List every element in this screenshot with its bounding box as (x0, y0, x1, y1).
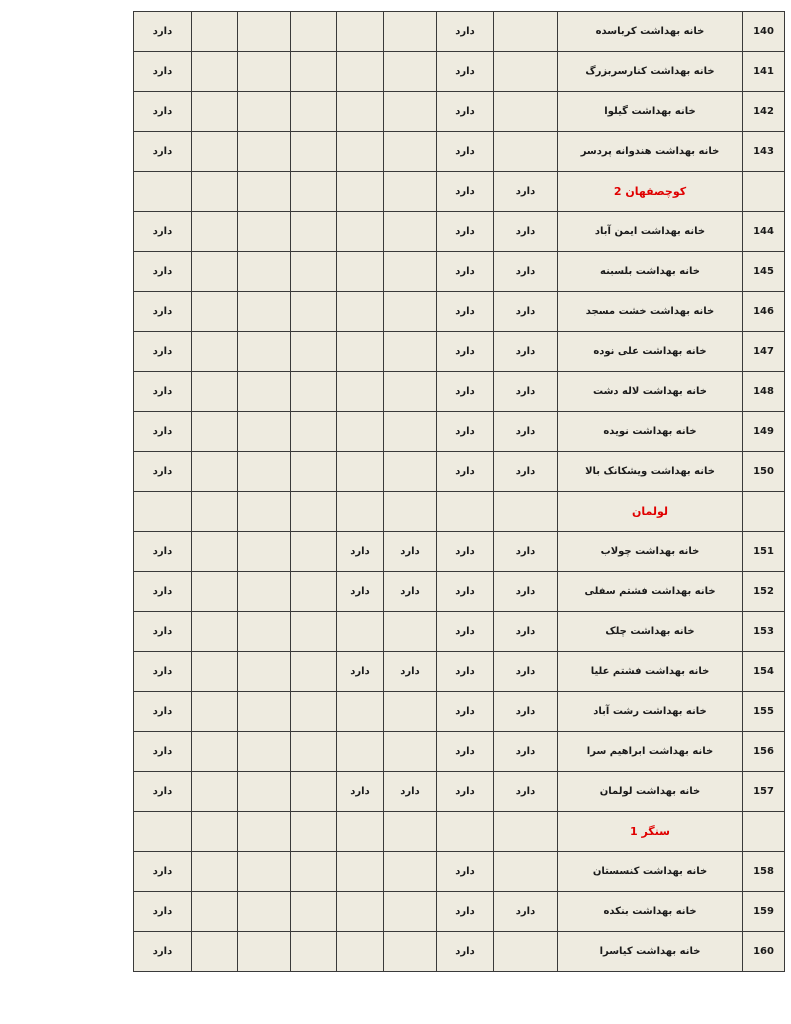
status-cell (291, 292, 337, 332)
table-row (134, 212, 785, 252)
row-number: 152 (743, 572, 785, 612)
facility-name: خانه بهداشت هندوانه پردسر (558, 132, 743, 172)
status-cell: دارد (437, 132, 494, 172)
status-cell (384, 852, 437, 892)
row-number: 150 (743, 452, 785, 492)
table-row (134, 412, 785, 452)
status-cell: دارد (437, 772, 494, 812)
status-cell: دارد (134, 332, 192, 372)
status-cell (192, 52, 238, 92)
status-cell (192, 692, 238, 732)
status-cell (337, 932, 384, 972)
table-row (134, 572, 785, 612)
row-number: 144 (743, 212, 785, 252)
group-name: سنگر 1 (558, 812, 743, 852)
status-cell (384, 132, 437, 172)
facility-name: خانه بهداشت چولاب (558, 532, 743, 572)
status-cell (494, 932, 558, 972)
table-row (134, 12, 785, 52)
facility-name: خانه بهداشت ویشکانک بالا (558, 452, 743, 492)
row-number: 143 (743, 132, 785, 172)
row-number: 145 (743, 252, 785, 292)
status-cell (238, 132, 291, 172)
status-cell: دارد (134, 572, 192, 612)
status-cell (384, 492, 437, 532)
status-cell (291, 532, 337, 572)
status-cell: دارد (337, 572, 384, 612)
status-cell (291, 692, 337, 732)
facility-name: خانه بهداشت رشت آباد (558, 692, 743, 732)
facility-name: خانه بهداشت ابراهیم سرا (558, 732, 743, 772)
table-row (134, 892, 785, 932)
status-cell (192, 932, 238, 972)
status-cell (291, 52, 337, 92)
row-number: 156 (743, 732, 785, 772)
status-cell (192, 212, 238, 252)
status-cell: دارد (134, 412, 192, 452)
status-cell: دارد (494, 292, 558, 332)
status-cell: دارد (494, 772, 558, 812)
health-house-table (133, 11, 785, 972)
status-cell (384, 892, 437, 932)
status-cell: دارد (134, 692, 192, 732)
status-cell: دارد (494, 452, 558, 492)
status-cell (291, 812, 337, 852)
row-number: 153 (743, 612, 785, 652)
status-cell (238, 612, 291, 652)
facility-name: خانه بهداشت ایمن آباد (558, 212, 743, 252)
status-cell: دارد (134, 292, 192, 332)
status-cell (238, 332, 291, 372)
status-cell (291, 492, 337, 532)
row-number: 157 (743, 772, 785, 812)
table-row (134, 772, 785, 812)
facility-name: خانه بهداشت فشتم سفلی (558, 572, 743, 612)
status-cell: دارد (134, 252, 192, 292)
facility-name: خانه بهداشت لولمان (558, 772, 743, 812)
status-cell (337, 332, 384, 372)
status-cell (192, 452, 238, 492)
status-cell: دارد (384, 532, 437, 572)
status-cell (291, 132, 337, 172)
row-number (743, 172, 785, 212)
status-cell: دارد (134, 92, 192, 132)
status-cell: دارد (494, 532, 558, 572)
row-number: 151 (743, 532, 785, 572)
table-row (134, 252, 785, 292)
row-number: 154 (743, 652, 785, 692)
status-cell: دارد (437, 52, 494, 92)
status-cell (384, 172, 437, 212)
status-cell: دارد (384, 652, 437, 692)
status-cell: دارد (134, 132, 192, 172)
status-cell (192, 852, 238, 892)
status-cell (337, 92, 384, 132)
status-cell (238, 532, 291, 572)
status-cell (437, 492, 494, 532)
status-cell: دارد (337, 652, 384, 692)
status-cell (291, 372, 337, 412)
facility-name: خانه بهداشت چلک (558, 612, 743, 652)
table-row (134, 852, 785, 892)
status-cell: دارد (494, 212, 558, 252)
facility-name: خانه بهداشت گیلوا (558, 92, 743, 132)
facility-name: خانه بهداشت کنارسربزرگ (558, 52, 743, 92)
status-cell: دارد (437, 452, 494, 492)
status-cell (192, 612, 238, 652)
status-cell: دارد (494, 892, 558, 932)
status-cell (494, 812, 558, 852)
row-number: 146 (743, 292, 785, 332)
facility-name: خانه بهداشت نویده (558, 412, 743, 452)
status-cell: دارد (494, 412, 558, 452)
status-cell: دارد (437, 612, 494, 652)
status-cell: دارد (494, 612, 558, 652)
status-cell (337, 132, 384, 172)
status-cell (238, 92, 291, 132)
status-cell: دارد (437, 892, 494, 932)
status-cell (337, 372, 384, 412)
status-cell (238, 372, 291, 412)
table-row (134, 732, 785, 772)
status-cell (238, 12, 291, 52)
facility-name: خانه بهداشت بنکده (558, 892, 743, 932)
status-cell (291, 92, 337, 132)
status-cell (238, 412, 291, 452)
status-cell (384, 52, 437, 92)
status-cell (337, 612, 384, 652)
status-cell (384, 452, 437, 492)
status-cell: دارد (134, 732, 192, 772)
status-cell (192, 12, 238, 52)
status-cell (238, 572, 291, 612)
group-header-row (134, 172, 785, 212)
status-cell (337, 692, 384, 732)
status-cell (192, 812, 238, 852)
facility-name: خانه بهداشت خشت مسجد (558, 292, 743, 332)
status-cell (337, 732, 384, 772)
status-cell (291, 572, 337, 612)
row-number: 148 (743, 372, 785, 412)
status-cell (134, 492, 192, 532)
facility-name: خانه بهداشت علی نوده (558, 332, 743, 372)
group-header-row (134, 812, 785, 852)
status-cell (384, 212, 437, 252)
status-cell: دارد (337, 772, 384, 812)
status-cell (291, 732, 337, 772)
table-row (134, 612, 785, 652)
status-cell: دارد (494, 652, 558, 692)
status-cell: دارد (437, 412, 494, 452)
row-number: 159 (743, 892, 785, 932)
status-cell (238, 772, 291, 812)
facility-name: خانه بهداشت کرباسده (558, 12, 743, 52)
status-cell (337, 172, 384, 212)
status-cell (494, 492, 558, 532)
status-cell (384, 252, 437, 292)
status-cell: دارد (437, 92, 494, 132)
row-number: 158 (743, 852, 785, 892)
status-cell (384, 612, 437, 652)
status-cell (192, 772, 238, 812)
status-cell: دارد (494, 372, 558, 412)
facility-name: خانه بهداشت لاله دشت (558, 372, 743, 412)
status-cell: دارد (437, 292, 494, 332)
status-cell: دارد (134, 652, 192, 692)
status-cell (337, 492, 384, 532)
status-cell (192, 172, 238, 212)
status-cell (337, 252, 384, 292)
status-cell (192, 412, 238, 452)
status-cell: دارد (437, 252, 494, 292)
group-name: لولمان (558, 492, 743, 532)
status-cell: دارد (134, 372, 192, 412)
status-cell (384, 92, 437, 132)
status-cell (238, 172, 291, 212)
group-name: کوچصفهان 2 (558, 172, 743, 212)
status-cell: دارد (437, 172, 494, 212)
table-row (134, 292, 785, 332)
status-cell (384, 812, 437, 852)
table-row (134, 692, 785, 732)
status-cell: دارد (437, 732, 494, 772)
row-number: 147 (743, 332, 785, 372)
status-cell: دارد (337, 532, 384, 572)
status-cell (337, 52, 384, 92)
status-cell (291, 252, 337, 292)
status-cell (238, 212, 291, 252)
status-cell (192, 292, 238, 332)
status-cell (238, 812, 291, 852)
status-cell (291, 332, 337, 372)
status-cell (291, 772, 337, 812)
status-cell (238, 452, 291, 492)
status-cell (192, 532, 238, 572)
status-cell (238, 252, 291, 292)
status-cell: دارد (437, 212, 494, 252)
table-body (134, 12, 785, 972)
table-row (134, 652, 785, 692)
status-cell (384, 732, 437, 772)
status-cell (337, 852, 384, 892)
status-cell: دارد (494, 692, 558, 732)
status-cell (337, 212, 384, 252)
status-cell: دارد (134, 932, 192, 972)
status-cell (238, 292, 291, 332)
status-cell: دارد (494, 572, 558, 612)
status-cell (192, 572, 238, 612)
status-cell (384, 332, 437, 372)
status-cell (238, 692, 291, 732)
status-cell (337, 12, 384, 52)
facility-name: خانه بهداشت کنسستان (558, 852, 743, 892)
status-cell (192, 252, 238, 292)
row-number: 140 (743, 12, 785, 52)
status-cell (384, 292, 437, 332)
status-cell (494, 12, 558, 52)
status-cell: دارد (134, 612, 192, 652)
status-cell: دارد (437, 692, 494, 732)
status-cell (337, 892, 384, 932)
row-number: 141 (743, 52, 785, 92)
status-cell (384, 372, 437, 412)
status-cell: دارد (134, 212, 192, 252)
row-number (743, 492, 785, 532)
status-cell (384, 692, 437, 732)
status-cell (238, 52, 291, 92)
status-cell (291, 852, 337, 892)
status-cell (238, 892, 291, 932)
row-number: 155 (743, 692, 785, 732)
status-cell (291, 892, 337, 932)
status-cell (238, 652, 291, 692)
facility-name: خانه بهداشت کیاسرا (558, 932, 743, 972)
facility-name: خانه بهداشت بلسبنه (558, 252, 743, 292)
row-number: 149 (743, 412, 785, 452)
status-cell (291, 652, 337, 692)
status-cell (192, 732, 238, 772)
status-cell: دارد (134, 452, 192, 492)
status-cell (238, 852, 291, 892)
status-cell: دارد (494, 732, 558, 772)
row-number: 142 (743, 92, 785, 132)
status-cell: دارد (437, 852, 494, 892)
status-cell: دارد (384, 572, 437, 612)
status-cell (384, 412, 437, 452)
status-cell (494, 52, 558, 92)
status-cell (437, 812, 494, 852)
status-cell (291, 932, 337, 972)
row-number (743, 812, 785, 852)
status-cell (134, 812, 192, 852)
status-cell: دارد (437, 332, 494, 372)
table-row (134, 132, 785, 172)
group-header-row (134, 492, 785, 532)
status-cell: دارد (494, 172, 558, 212)
status-cell (291, 12, 337, 52)
status-cell (238, 492, 291, 532)
table-row (134, 92, 785, 132)
table-row (134, 372, 785, 412)
table-row (134, 52, 785, 92)
status-cell (384, 932, 437, 972)
status-cell (337, 292, 384, 332)
status-cell (238, 732, 291, 772)
status-cell: دارد (437, 572, 494, 612)
status-cell (337, 812, 384, 852)
status-cell: دارد (134, 772, 192, 812)
status-cell (192, 652, 238, 692)
status-cell: دارد (134, 52, 192, 92)
status-cell: دارد (134, 892, 192, 932)
status-cell (291, 452, 337, 492)
status-cell (238, 932, 291, 972)
status-cell: دارد (437, 532, 494, 572)
table-row (134, 452, 785, 492)
status-cell (337, 412, 384, 452)
facility-name: خانه بهداشت فشتم علیا (558, 652, 743, 692)
table-row (134, 532, 785, 572)
status-cell (291, 412, 337, 452)
status-cell (494, 92, 558, 132)
status-cell (192, 132, 238, 172)
status-cell (192, 332, 238, 372)
status-cell (291, 212, 337, 252)
status-cell: دارد (494, 252, 558, 292)
status-cell: دارد (134, 532, 192, 572)
status-cell: دارد (437, 652, 494, 692)
status-cell: دارد (437, 12, 494, 52)
table-row (134, 332, 785, 372)
status-cell (291, 612, 337, 652)
table-row (134, 932, 785, 972)
status-cell (291, 172, 337, 212)
status-cell (192, 372, 238, 412)
row-number: 160 (743, 932, 785, 972)
status-cell: دارد (494, 332, 558, 372)
status-cell (384, 12, 437, 52)
status-cell: دارد (134, 852, 192, 892)
status-cell: دارد (437, 932, 494, 972)
status-cell (494, 132, 558, 172)
status-cell (494, 852, 558, 892)
status-cell: دارد (384, 772, 437, 812)
status-cell (337, 452, 384, 492)
status-cell (192, 92, 238, 132)
status-cell (134, 172, 192, 212)
status-cell (192, 492, 238, 532)
status-cell: دارد (134, 12, 192, 52)
status-cell (192, 892, 238, 932)
status-cell: دارد (437, 372, 494, 412)
